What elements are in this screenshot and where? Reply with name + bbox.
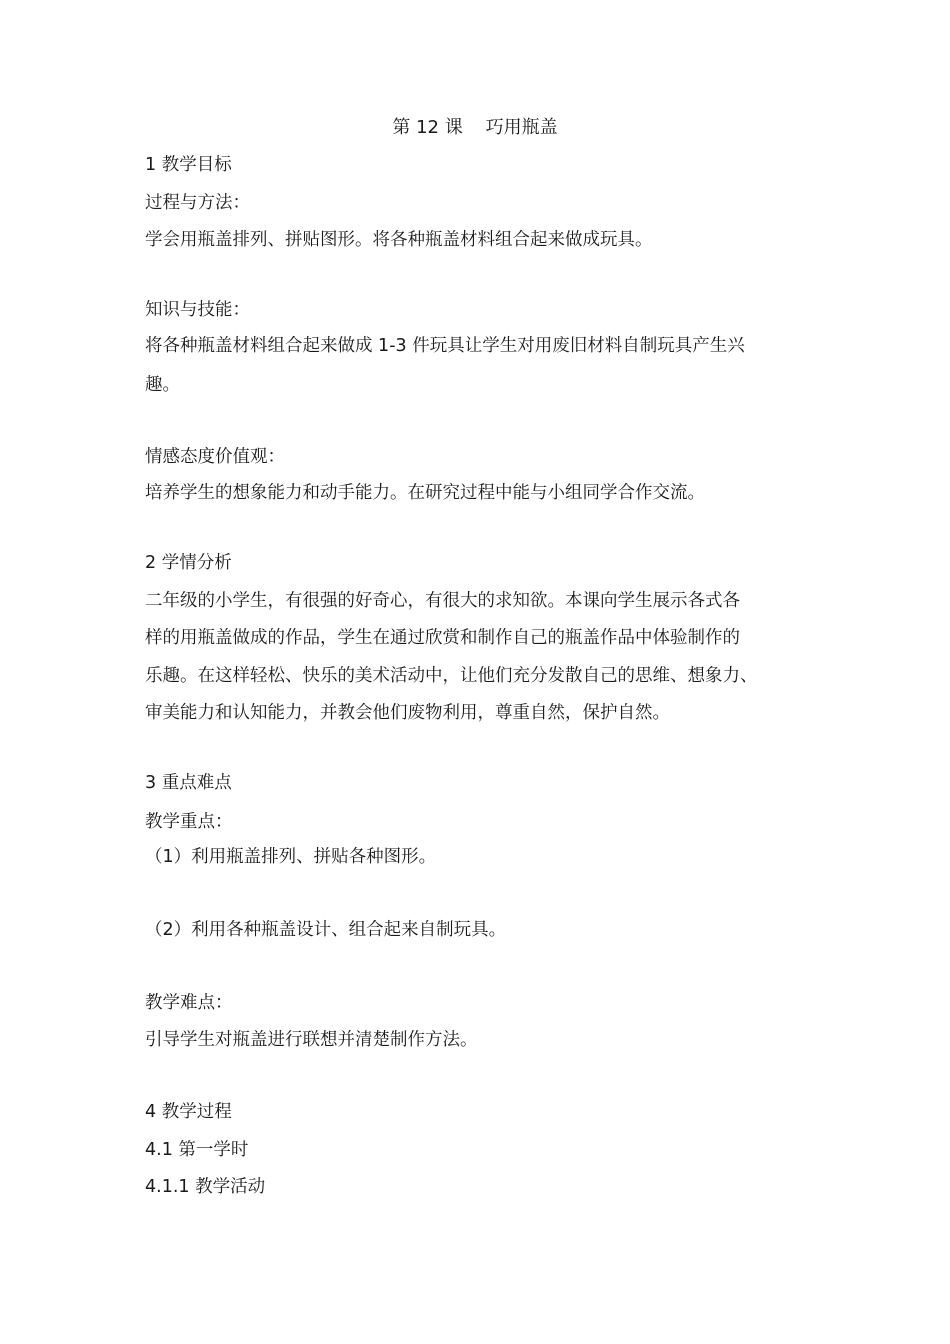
paragraph-line: 趣。 [145,375,180,395]
subheading-knowledge-skills: 知识与技能： [145,300,250,320]
subsection-heading: 4.1 第一学时 [145,1140,249,1160]
subsection-heading: 4.1.1 教学活动 [145,1177,266,1197]
subheading-teaching-focus: 教学重点： [145,812,233,832]
subheading-process-method: 过程与方法： [145,193,250,213]
paragraph-line: 引导学生对瓶盖进行联想并清楚制作方法。 [145,1030,478,1050]
subheading-teaching-difficulty: 教学难点： [145,993,233,1013]
section-heading-key-points: 3 重点难点 [145,773,232,793]
paragraph-line: 二年级的小学生，有很强的好奇心，有很大的求知欲。本课向学生展示各式各 [145,591,740,611]
lesson-title: 第 12 课 巧用瓶盖 [392,117,558,138]
paragraph-line: 学会用瓶盖排列、拼贴图形。将各种瓶盖材料组合起来做成玩具。 [145,230,653,250]
section-heading-objectives: 1 教学目标 [145,155,232,175]
paragraph-line: 审美能力和认知能力，并教会他们废物利用，尊重自然，保护自然。 [145,703,670,723]
section-heading-teaching-process: 4 教学过程 [145,1102,232,1122]
paragraph-line: 培养学生的想象能力和动手能力。在研究过程中能与小组同学合作交流。 [145,483,705,503]
list-item: （2）利用各种瓶盖设计、组合起来自制玩具。 [145,920,507,940]
section-heading-student-analysis: 2 学情分析 [145,553,232,573]
subheading-emotion-values: 情感态度价值观： [145,447,285,467]
list-item: （1）利用瓶盖排列、拼贴各种图形。 [145,847,437,867]
paragraph-line: 将各种瓶盖材料组合起来做成 1-3 件玩具让学生对用废旧材料自制玩具产生兴 [145,336,745,356]
paragraph-line: 样的用瓶盖做成的作品，学生在通过欣赏和制作自己的瓶盖作品中体验制作的 [145,628,740,648]
paragraph-line: 乐趣。在这样轻松、快乐的美术活动中，让他们充分发散自己的思维、想象力、 [145,666,758,686]
